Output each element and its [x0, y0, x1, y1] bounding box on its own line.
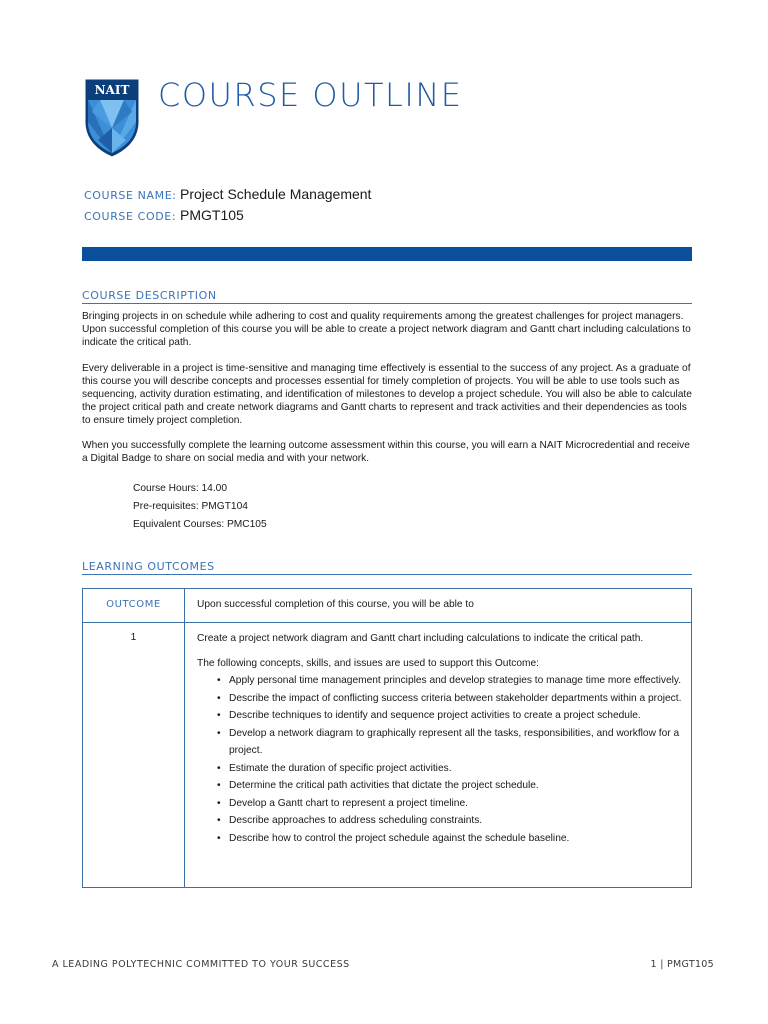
document-title: COURSE OUTLINE	[158, 76, 463, 114]
course-name-label: COURSE NAME:	[84, 189, 177, 202]
course-hours: Course Hours: 14.00	[133, 483, 228, 494]
outcome-number: 1	[130, 632, 137, 643]
course-name-row	[84, 185, 371, 205]
course-code-value: PMGT105	[180, 207, 244, 223]
table-column-divider	[184, 589, 185, 887]
nait-logo	[84, 78, 140, 158]
outcome-bullet-list	[197, 672, 682, 847]
description-paragraph-2: Every deliverable in a project is time-sensitive and managing time effectively is essential to the success of any project. As a graduate of this course you will describe concepts and processes essential for timely completion of projects. You will be able to use tools such as sequencing, activity duration estimating, and identification of milestones to develop a project schedule. You will also be able to calculate the project critical path and create network diagrams and Gantt charts to represent and track activities and their dependencies as tools to ensure timely project completion.	[82, 363, 692, 426]
outcome-statement: Create a project network diagram and Gantt chart including calculations to indicate the critical path.	[197, 633, 644, 644]
equivalent-courses: Equivalent Courses: PMC105	[133, 519, 267, 530]
description-paragraph-1: Bringing projects in on schedule while adhering to cost and quality requirements among the greatest challenges for project managers. Upon successful completion of this course you will be able to create a project network diagram and Gantt chart including calculations to indicate the critical path.	[82, 311, 691, 348]
learning-outcomes-heading: LEARNING OUTCOMES	[82, 560, 692, 575]
footer-tagline: A LEADING POLYTECHNIC COMMITTED TO YOUR SUCCESS	[52, 959, 350, 970]
table-row	[197, 632, 682, 847]
list-item: • Develop a network diagram to graphically represent all the tasks, responsibilities, and workflow for a project.	[229, 725, 682, 760]
outcome-support-intro: The following concepts, skills, and issues are used to support this Outcome:	[197, 658, 540, 669]
list-item: • Apply personal time management principles and develop strategies to manage time more effectively.	[229, 672, 682, 690]
list-item: • Determine the critical path activities that dictate the project schedule.	[229, 777, 682, 795]
course-description-heading: COURSE DESCRIPTION	[82, 289, 692, 304]
course-code-label: COURSE CODE:	[84, 210, 177, 223]
table-header-divider	[83, 622, 691, 623]
course-name-value: Project Schedule Management	[180, 186, 372, 202]
course-code-row	[84, 206, 244, 226]
list-item: • Describe techniques to identify and sequence project activities to create a project schedule.	[229, 707, 682, 725]
list-item: • Estimate the duration of specific project activities.	[229, 760, 682, 778]
header-divider-bar	[82, 247, 692, 261]
list-item: • Describe the impact of conflicting success criteria between stakeholder departments within a project.	[229, 690, 682, 708]
prerequisites: Pre-requisites: PMGT104	[133, 501, 248, 512]
outcomes-table	[82, 588, 692, 888]
description-paragraph-3: When you successfully complete the learning outcome assessment within this course, you will earn a NAIT Microcredential and receive a Digital Badge to share on social media and with your network.	[82, 440, 690, 464]
page-number: 1 | PMGT105	[650, 959, 714, 970]
list-item: • Describe how to control the project schedule against the schedule baseline.	[229, 830, 682, 848]
list-item: • Develop a Gantt chart to represent a project timeline.	[229, 795, 682, 813]
outcome-column-header: OUTCOME	[106, 599, 161, 610]
logo-wordmark: NAIT	[94, 83, 130, 97]
list-item: • Describe approaches to address scheduling constraints.	[229, 812, 682, 830]
course-facts	[133, 482, 267, 536]
description-column-header: Upon successful completion of this course, you will be able to	[197, 599, 474, 610]
